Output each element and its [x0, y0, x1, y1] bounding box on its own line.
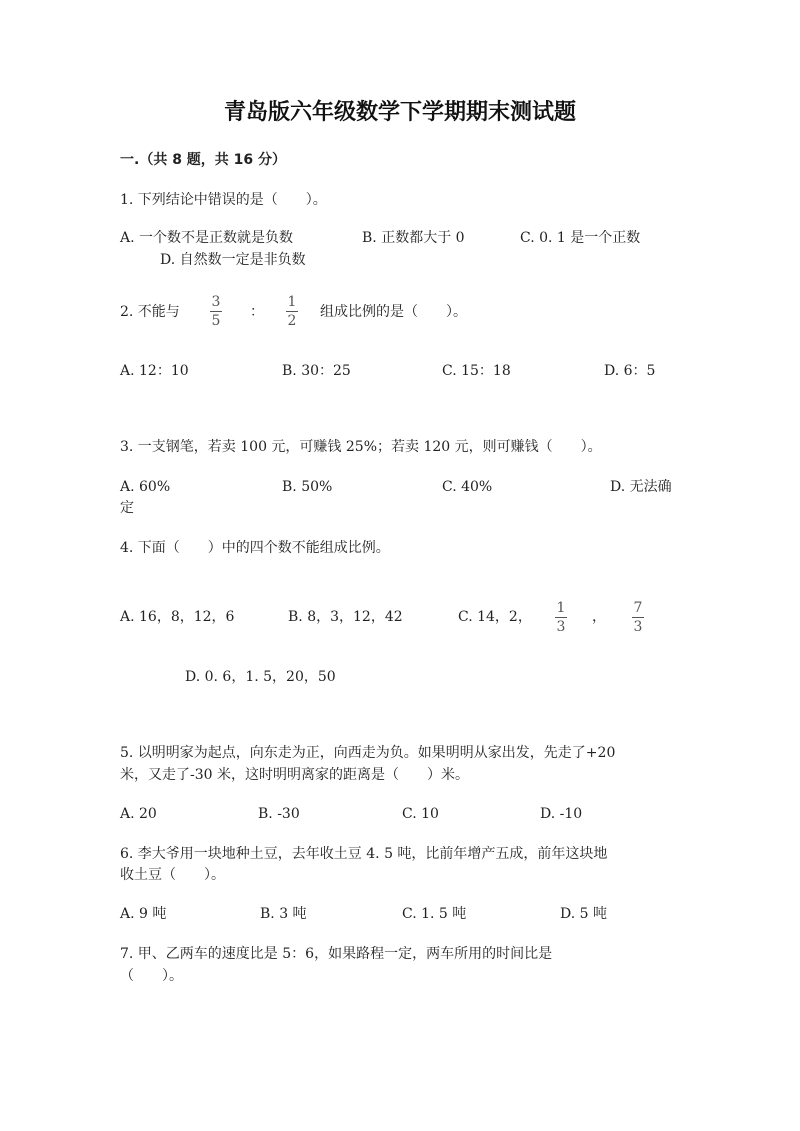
- question-5-stem-line-1: 5. 以明明家为起点，向东走为正，向西走为负。如果明明从家出发，先走了+20: [120, 745, 616, 761]
- question-2-colon: ：: [250, 304, 264, 320]
- question-4-option-b: B. 8，3，12，42: [288, 609, 403, 625]
- fraction-denominator: 3: [556, 619, 566, 635]
- question-3-option-d-wrap: 定: [120, 500, 134, 516]
- question-1-option-c: C. 0. 1 是一个正数: [520, 230, 641, 246]
- question-2-fraction-2: [286, 294, 298, 329]
- question-2-fraction-1: [210, 294, 222, 329]
- fraction-bar: [210, 311, 222, 312]
- question-3-option-a: A. 60%: [120, 479, 171, 495]
- question-5-option-d: D. -10: [540, 806, 583, 822]
- fraction-numerator: 3: [211, 294, 221, 310]
- question-3-option-c: C. 40%: [442, 479, 493, 495]
- fraction-denominator: 3: [633, 619, 643, 635]
- question-6-option-a: A. 9 吨: [120, 906, 167, 922]
- fraction-numerator: 1: [556, 600, 566, 616]
- question-4-comma: ，: [592, 609, 606, 625]
- fraction-bar: [632, 617, 644, 618]
- question-4-option-c: C. 14，2，: [458, 609, 532, 625]
- fraction-numerator: 1: [287, 294, 297, 310]
- fraction-bar: [286, 311, 298, 312]
- question-7-stem-line-2: （ ）。: [120, 968, 183, 984]
- question-2-option-c: C. 15：18: [442, 363, 511, 379]
- section-heading: 一.（共 8 题，共 16 分）: [120, 152, 287, 168]
- page-title: 青岛版六年级数学下学期期末测试题: [223, 100, 576, 125]
- question-3-stem: 3. 一支钢笔，若卖 100 元，可赚钱 25%；若卖 120 元，则可赚钱（ ）。: [120, 439, 602, 455]
- question-5-option-b: B. -30: [258, 806, 300, 822]
- question-3-option-b: B. 50%: [282, 479, 333, 495]
- question-4-stem: 4. 下面（ ）中的四个数不能组成比例。: [120, 540, 390, 556]
- question-2-option-d: D. 6：5: [604, 363, 656, 379]
- question-3-option-d: D. 无法确: [610, 479, 672, 495]
- fraction-denominator: 5: [211, 313, 221, 329]
- question-2-option-a: A. 12：10: [120, 363, 189, 379]
- question-1-option-d: D. 自然数一定是非负数: [160, 252, 306, 268]
- question-2-prefix: 2. 不能与: [120, 304, 180, 320]
- question-5-option-c: C. 10: [402, 806, 439, 822]
- question-4-option-a: A. 16，8，12，6: [120, 609, 235, 625]
- question-4-option-d: D. 0. 6，1. 5，20，50: [185, 669, 336, 685]
- question-1-option-a: A. 一个数不是正数就是负数: [120, 230, 294, 246]
- question-1-option-b: B. 正数都大于 0: [362, 230, 465, 246]
- question-5-option-a: A. 20: [120, 806, 157, 822]
- question-7-stem-line-1: 7. 甲、乙两车的速度比是 5：6，如果路程一定，两车所用的时间比是: [120, 946, 553, 962]
- question-1-stem: 1. 下列结论中错误的是（ ）。: [120, 192, 327, 208]
- question-6-option-b: B. 3 吨: [260, 906, 307, 922]
- question-6-stem-line-1: 6. 李大爷用一块地种土豆，去年收土豆 4. 5 吨，比前年增产五成，前年这块地: [120, 846, 608, 862]
- fraction-bar: [555, 617, 567, 618]
- question-6-stem-line-2: 收土豆（ ）。: [120, 867, 225, 883]
- question-4-fraction-2: [632, 600, 644, 635]
- question-2-option-b: B. 30：25: [282, 363, 351, 379]
- question-5-stem-line-2: 米，又走了-30 米，这时明明离家的距离是（ ）米。: [120, 767, 469, 783]
- question-4-fraction-1: [555, 600, 567, 635]
- fraction-denominator: 2: [287, 313, 297, 329]
- fraction-numerator: 7: [633, 600, 643, 616]
- question-6-option-d: D. 5 吨: [560, 906, 607, 922]
- question-2-suffix: 组成比例的是（ ）。: [320, 304, 467, 320]
- question-6-option-c: C. 1. 5 吨: [402, 906, 467, 922]
